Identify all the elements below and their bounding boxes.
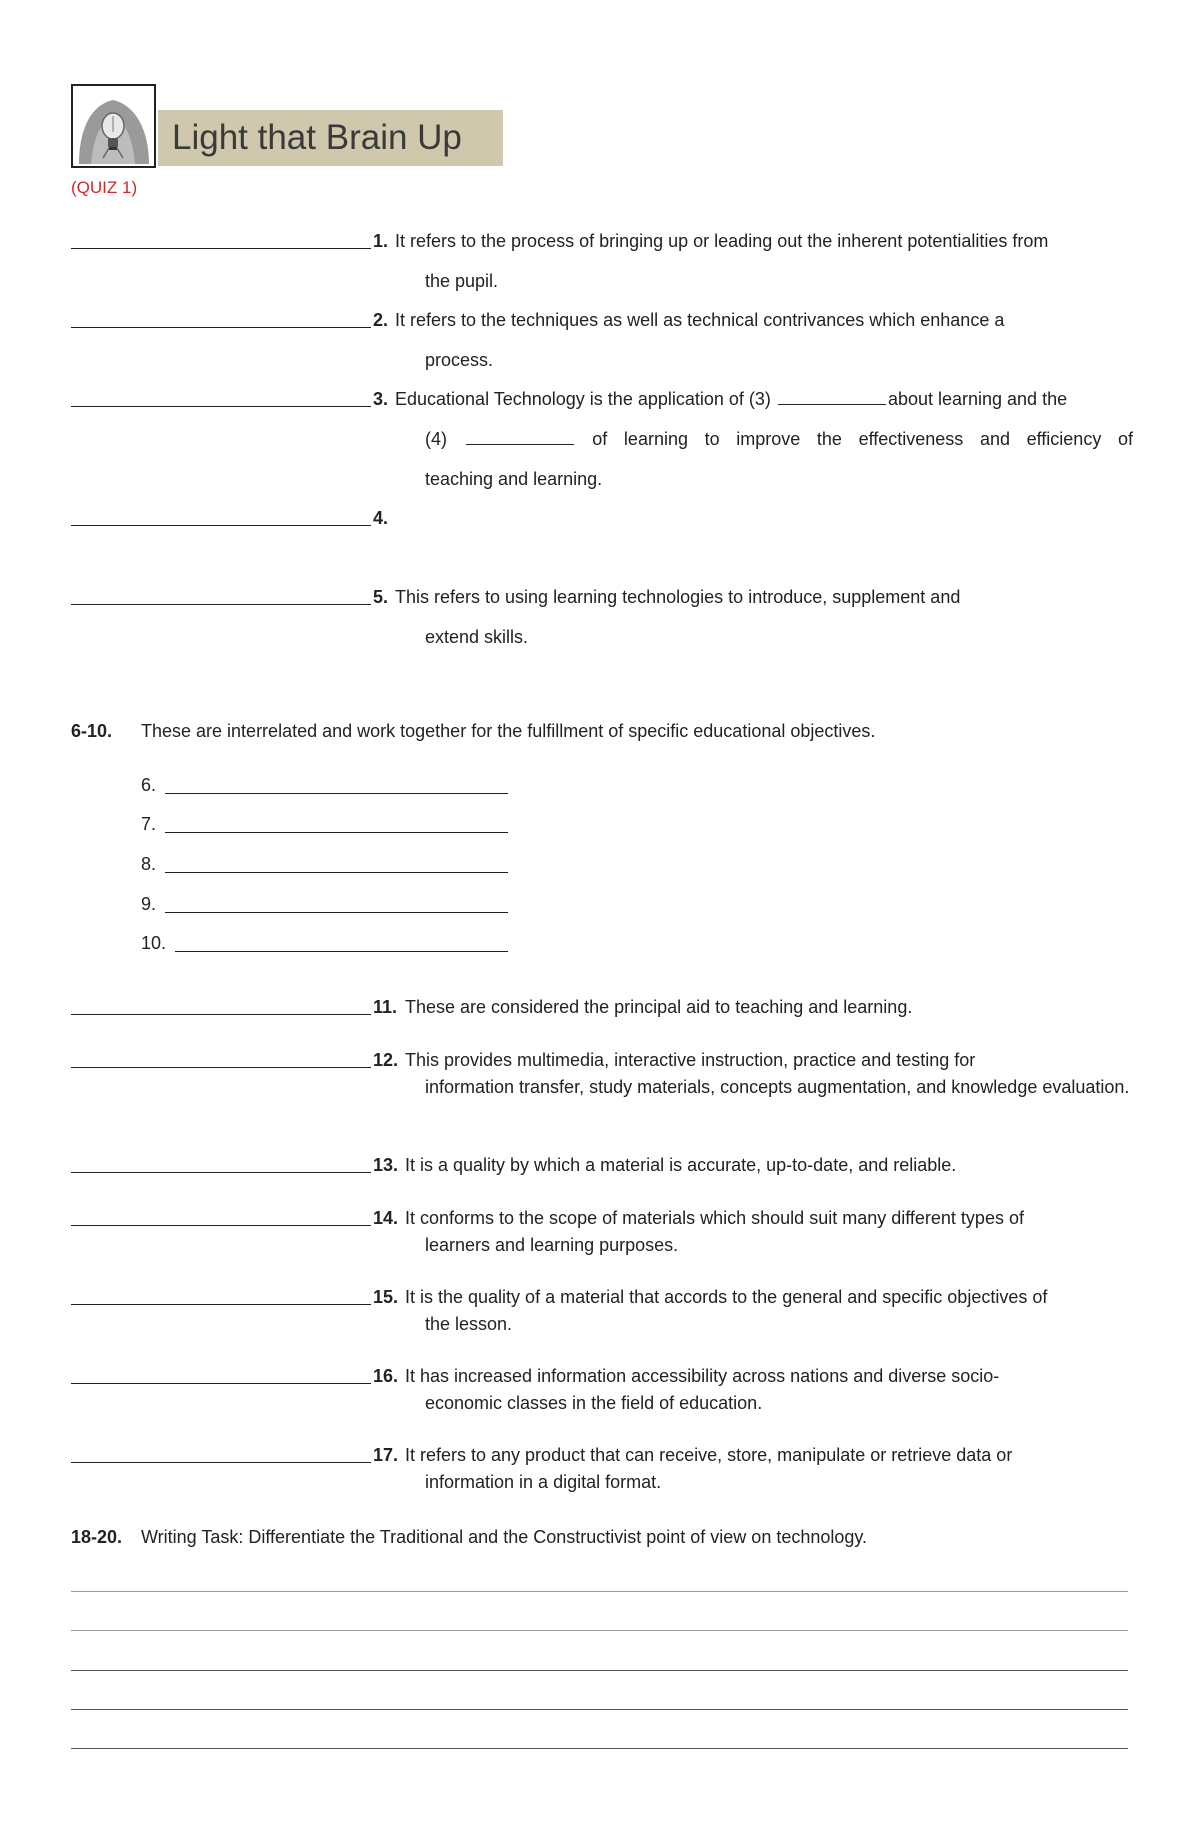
question-number-2: 2. [373,310,389,330]
question-text-16-cont: economic classes in the field of education. [425,1393,763,1413]
item-blank-7[interactable] [165,832,508,833]
question-number-11: 11. [373,997,398,1017]
writing-line-3[interactable] [71,1670,1128,1671]
question-number-17: 17. [373,1445,399,1465]
question-text-1: It refers to the process of bringing up or leading out the inherent potentialities from [395,231,1049,251]
answer-blank-13[interactable] [71,1172,371,1173]
section-text-6-10: These are interrelated and work together for the fulfillment of specific educational objectives. [141,721,876,741]
question-text-3-a: Educational Technology is the application of (3) [395,389,771,409]
question-text-2: It refers to the techniques as well as technical contrivances which enhance a [395,310,1005,330]
question-text-17: It refers to any product that can receive, store, manipulate or retrieve data or [405,1445,1013,1465]
section-number-6-10: 6-10. [71,721,113,741]
question-number-14: 14. [373,1208,399,1228]
writing-line-5[interactable] [71,1748,1128,1749]
section-number-18-20: 18-20. [71,1527,123,1547]
answer-blank-12[interactable] [71,1067,371,1068]
answer-blank-4[interactable] [71,525,371,526]
item-number-8: 8. [141,854,157,874]
lightbulb-head-icon [73,86,154,166]
question-number-13: 13. [373,1155,399,1175]
question-text-3-cont-b: of learning to improve the effectiveness and efficiency of [592,429,1133,449]
inline-blank-4[interactable] [466,430,574,445]
question-number-5: 5. [373,587,389,607]
question-text-16: It has increased information accessibility across nations and diverse socio- [405,1366,1000,1386]
question-text-14: It conforms to the scope of materials which should suit many different types of [405,1208,1024,1228]
answer-blank-1[interactable] [71,248,371,249]
question-text-15: It is the quality of a material that accords to the general and specific objectives of [405,1287,1048,1307]
item-number-6: 6. [141,775,157,795]
question-text-3-cont [425,427,1133,451]
answer-blank-16[interactable] [71,1383,371,1384]
brain-logo [71,84,156,168]
item-blank-10[interactable] [175,951,508,952]
question-text-3-cont2: teaching and learning. [425,469,603,489]
question-text-5: This refers to using learning technologies to introduce, supplement and [395,587,961,607]
writing-line-4[interactable] [71,1709,1128,1710]
question-text-3-b: about learning and the [887,389,1068,409]
answer-blank-17[interactable] [71,1462,371,1463]
question-number-16: 16. [373,1366,399,1386]
answer-blank-11[interactable] [71,1014,371,1015]
item-number-10: 10. [141,933,167,953]
question-text-5-cont: extend skills. [425,627,529,647]
question-text-14-cont: learners and learning purposes. [425,1235,679,1255]
item-blank-6[interactable] [165,793,508,794]
inline-blank-3[interactable] [778,390,886,405]
item-blank-8[interactable] [165,872,508,873]
question-number-12: 12. [373,1050,399,1070]
item-blank-9[interactable] [165,912,508,913]
question-text-3 [395,387,1067,411]
question-text-2-cont: process. [425,350,494,370]
question-text-1-cont: the pupil. [425,271,499,291]
answer-blank-3[interactable] [71,406,371,407]
answer-blank-2[interactable] [71,327,371,328]
answer-blank-5[interactable] [71,604,371,605]
quiz-label: (QUIZ 1) [71,178,138,197]
question-number-15: 15. [373,1287,399,1307]
writing-line-2[interactable] [71,1630,1128,1631]
answer-blank-15[interactable] [71,1304,371,1305]
answer-blank-14[interactable] [71,1225,371,1226]
item-number-7: 7. [141,814,157,834]
question-number-1: 1. [373,231,389,251]
question-text-13: It is a quality by which a material is accurate, up-to-date, and reliable. [405,1155,957,1175]
writing-line-1[interactable] [71,1591,1128,1592]
question-text-15-cont: the lesson. [425,1314,513,1334]
question-text-17-cont: information in a digital format. [425,1472,662,1492]
page-title: Light that Brain Up [158,110,503,166]
question-text-3-cont-a: (4) [425,429,447,449]
question-text-12: This provides multimedia, interactive instruction, practice and testing for [405,1050,976,1070]
section-text-18-20: Writing Task: Differentiate the Traditional and the Constructivist point of view on technology. [141,1527,868,1547]
item-number-9: 9. [141,894,157,914]
question-number-3: 3. [373,389,389,409]
question-text-12-cont: information transfer, study materials, concepts augmentation, and knowledge evaluation. [425,1077,1130,1097]
question-number-4: 4. [373,508,389,528]
question-text-11: These are considered the principal aid to teaching and learning. [405,997,913,1017]
